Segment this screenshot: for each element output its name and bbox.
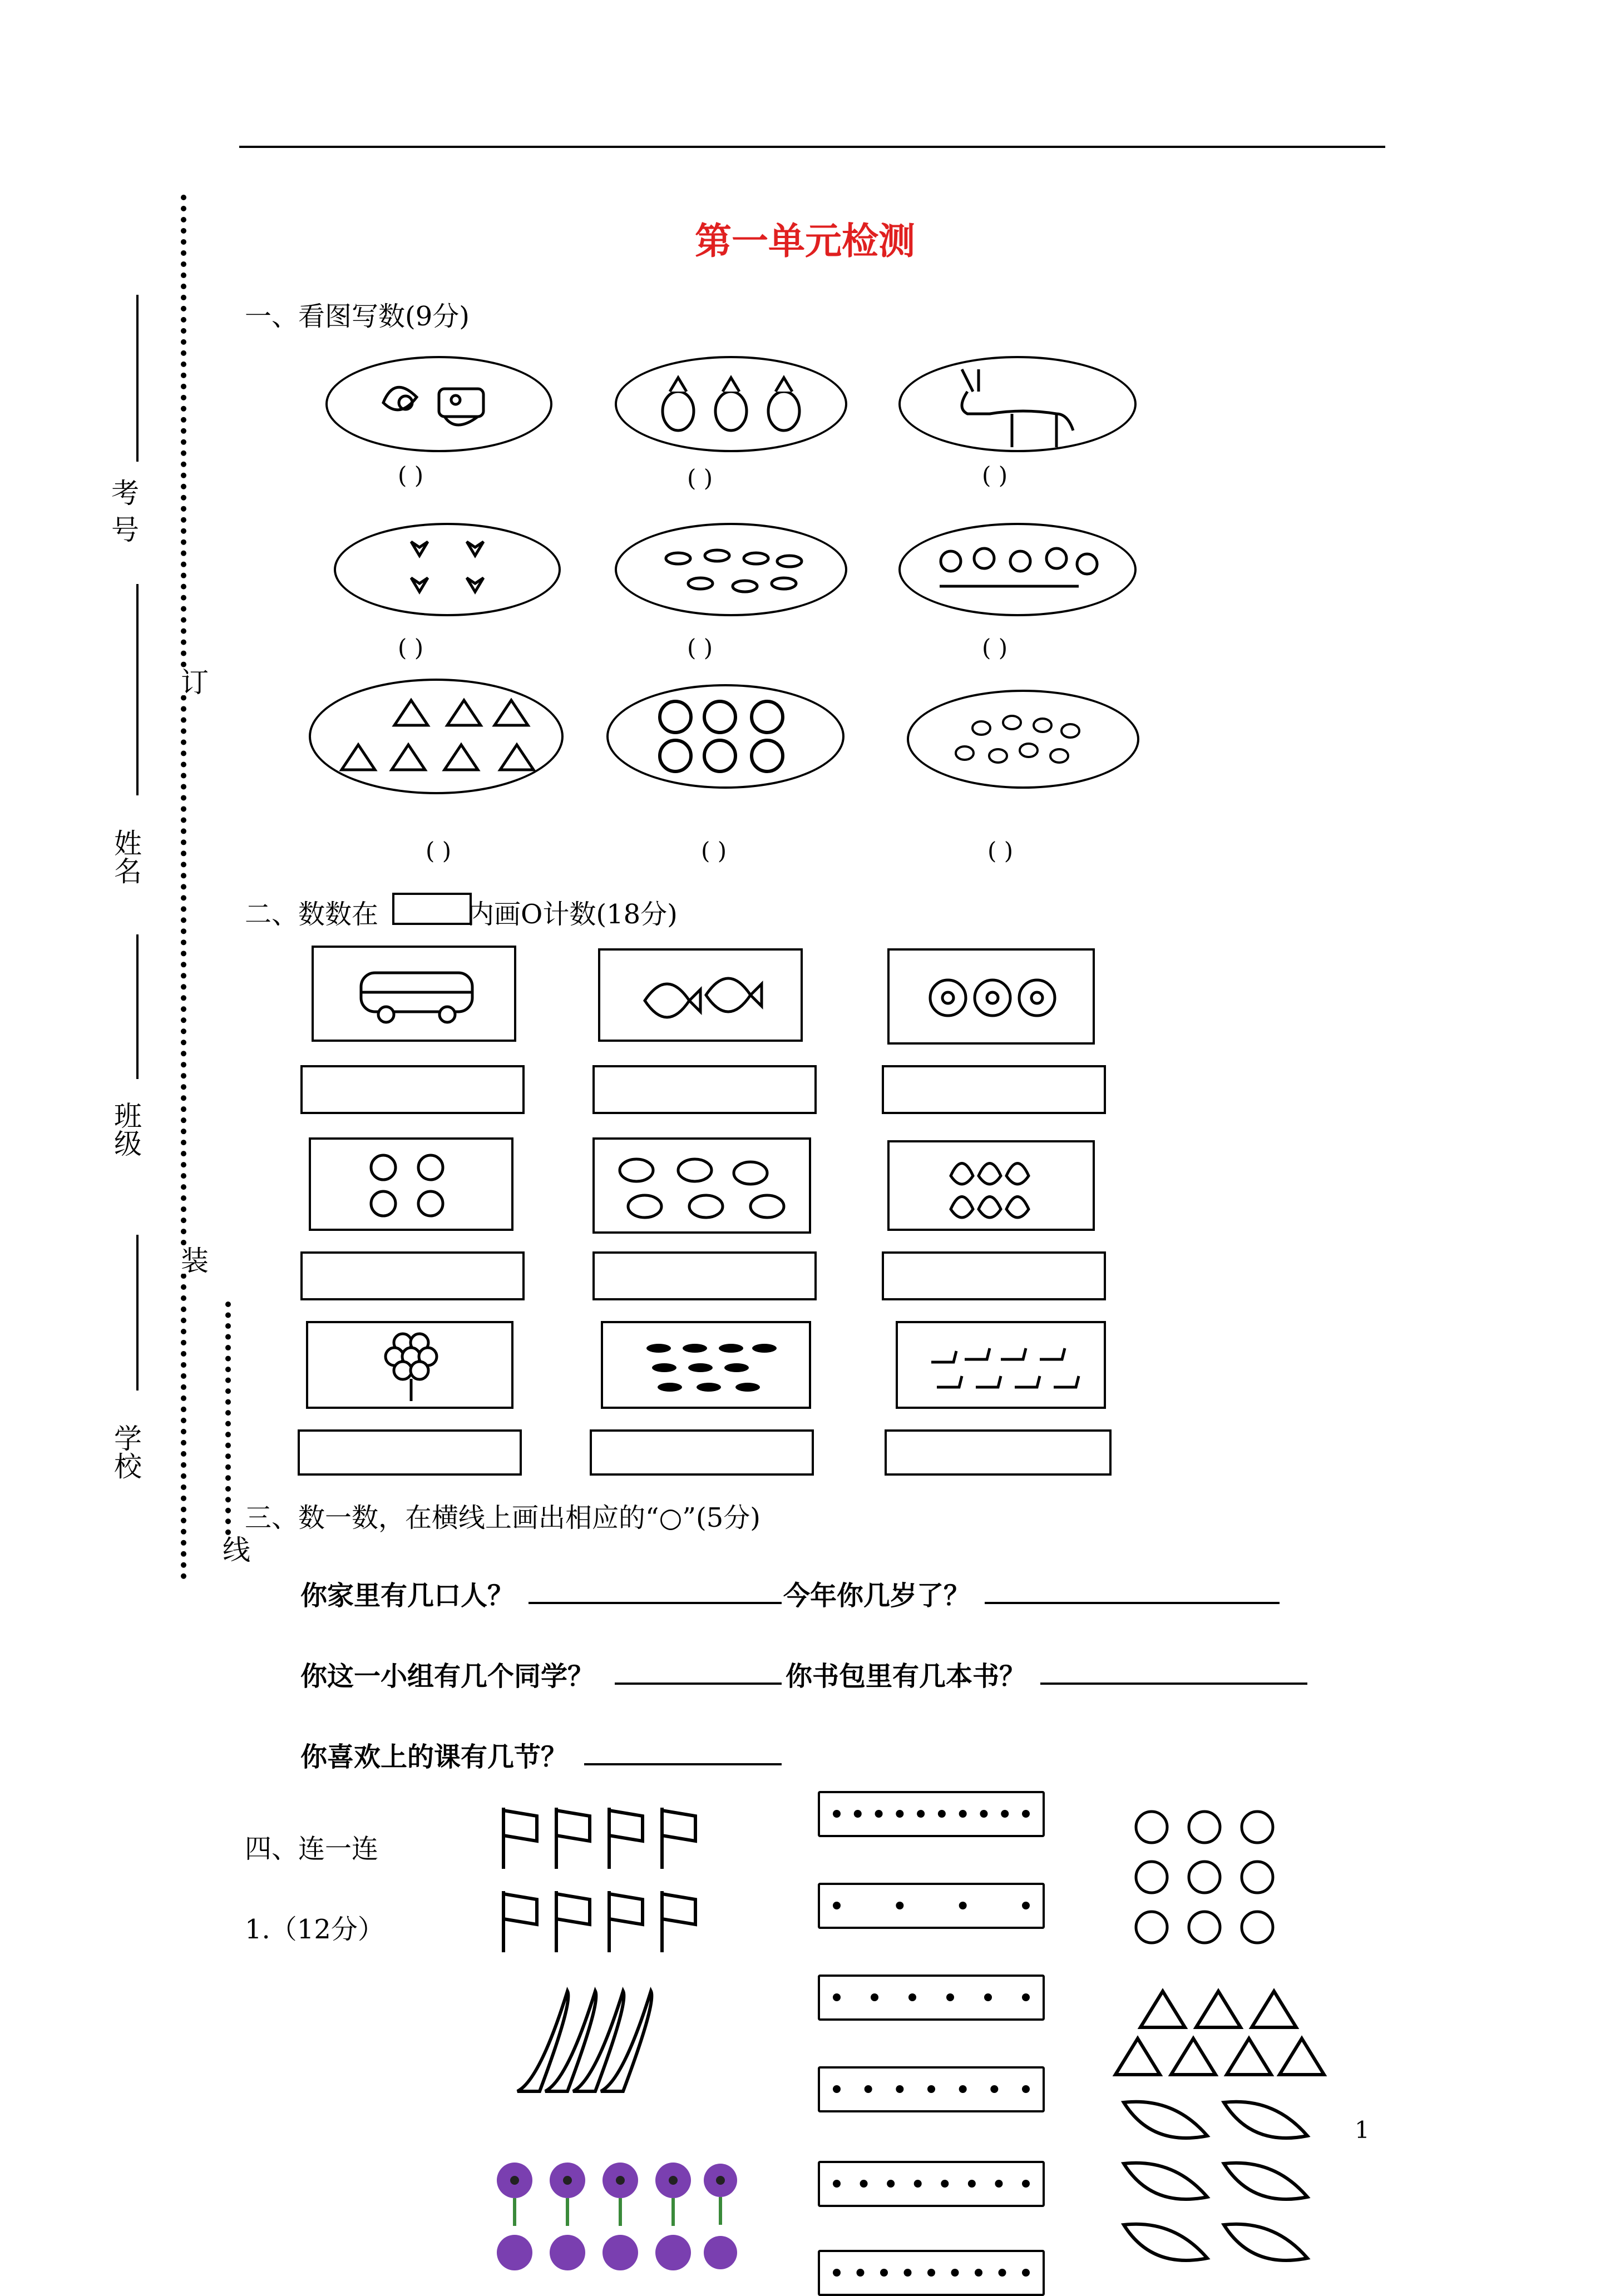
count-dot xyxy=(904,2269,912,2277)
picture-box-bus xyxy=(312,946,516,1042)
answer-box-3[interactable] xyxy=(882,1065,1106,1114)
answer-paren-5[interactable]: ( ) xyxy=(687,634,713,661)
count-dot xyxy=(980,1810,987,1818)
binding-ding: 订 xyxy=(172,667,213,695)
binding-zhuang: 装 xyxy=(172,1246,213,1274)
dot-box-6[interactable] xyxy=(818,2250,1045,2296)
picture-bananas xyxy=(506,1986,673,2097)
question-group-classmates: 你这一小组有几个同学？ xyxy=(300,1661,595,1692)
count-dot xyxy=(908,1993,916,2001)
count-dot xyxy=(865,2085,872,2093)
picture-ellipse-tulips xyxy=(334,523,561,616)
picture-ellipse-donkey xyxy=(898,356,1137,452)
count-dot xyxy=(833,2180,841,2188)
count-dot xyxy=(984,1993,992,2001)
count-dot xyxy=(833,1902,841,1909)
dot-box-1[interactable] xyxy=(818,1791,1045,1837)
picture-box-small-fish xyxy=(601,1321,811,1409)
count-dot xyxy=(860,2180,868,2188)
question-age: 今年你几岁了？ xyxy=(783,1580,971,1611)
count-dot xyxy=(959,1902,967,1909)
dot-box-2[interactable] xyxy=(818,1883,1045,1929)
section1-heading: 一、看图写数(9分) xyxy=(245,301,470,332)
picture-grapes xyxy=(1127,1802,1293,1952)
count-dot xyxy=(833,1993,841,2001)
section4-heading: 四、连一连 xyxy=(245,1833,379,1864)
answer-box-9[interactable] xyxy=(885,1429,1112,1476)
count-dot xyxy=(941,2180,949,2188)
count-dot xyxy=(959,1810,967,1818)
section4-subquestion: 1.（12分） xyxy=(245,1914,384,1945)
picture-box-peaches xyxy=(887,1140,1095,1231)
page-title: 第一单元检测 xyxy=(695,219,915,263)
count-dot xyxy=(1022,2269,1030,2277)
class-underline xyxy=(136,934,139,1079)
picture-box-flowers xyxy=(887,948,1095,1045)
count-dot xyxy=(914,2180,922,2188)
picture-ellipse-pineapples xyxy=(615,356,847,452)
count-dot xyxy=(871,1993,878,2001)
answer-line-group-classmates[interactable] xyxy=(615,1683,782,1685)
count-dot xyxy=(927,2085,935,2093)
question-books: 你书包里有几本书？ xyxy=(786,1661,1026,1692)
count-dot xyxy=(854,1810,862,1818)
count-dot xyxy=(917,1810,925,1818)
count-dot xyxy=(833,2085,841,2093)
count-dot xyxy=(999,2269,1006,2277)
section3-heading: 三、数一数，在横线上画出相应的“○”(5分) xyxy=(245,1502,760,1533)
count-dot xyxy=(1022,1993,1030,2001)
count-dot xyxy=(959,2085,967,2093)
answer-paren-9[interactable]: ( ) xyxy=(987,837,1014,864)
count-dot xyxy=(1001,1810,1009,1818)
answer-paren-2[interactable]: ( ) xyxy=(687,464,713,492)
count-dot xyxy=(975,2269,982,2277)
answer-paren-8[interactable]: ( ) xyxy=(701,837,727,864)
dot-box-3[interactable] xyxy=(818,1975,1045,2021)
school-label: 学校 xyxy=(110,1424,142,1479)
count-dot xyxy=(896,2085,903,2093)
count-dot xyxy=(896,1810,903,1818)
exam-no-label: 考 号 xyxy=(107,478,139,543)
binding-dotted-line xyxy=(181,195,186,1580)
answer-box-1[interactable] xyxy=(300,1065,525,1114)
count-dot xyxy=(968,2180,976,2188)
answer-line-age[interactable] xyxy=(985,1602,1280,1604)
count-dot xyxy=(938,1810,946,1818)
dot-box-5[interactable] xyxy=(818,2161,1045,2207)
binding-dotted-line-inner xyxy=(225,1302,231,1535)
count-dot xyxy=(951,2269,959,2277)
picture-box-apples xyxy=(309,1137,513,1231)
answer-paren-6[interactable]: ( ) xyxy=(982,634,1008,661)
picture-box-fish xyxy=(598,948,803,1042)
picture-box-balloons xyxy=(306,1321,513,1409)
school-underline xyxy=(136,1235,139,1391)
count-dot xyxy=(1022,2180,1030,2188)
count-dot xyxy=(833,1810,841,1818)
picture-ellipse-hats xyxy=(309,679,564,794)
heading-inline-box xyxy=(392,893,472,925)
answer-line-family-size[interactable] xyxy=(529,1602,782,1604)
answer-line-favorite-classes[interactable] xyxy=(584,1763,782,1765)
count-dot xyxy=(833,2269,841,2277)
answer-box-8[interactable] xyxy=(590,1429,814,1476)
count-dot xyxy=(946,1993,954,2001)
picture-ellipse-pears xyxy=(907,690,1139,789)
header-rule xyxy=(239,146,1385,148)
answer-box-2[interactable] xyxy=(592,1065,817,1114)
page-number: 1 xyxy=(1355,2116,1370,2144)
answer-box-4[interactable] xyxy=(300,1251,525,1300)
name-underline xyxy=(136,584,139,795)
count-dot xyxy=(1022,2085,1030,2093)
picture-flags xyxy=(501,1802,718,1969)
section2-heading-post: 内画O计数(18分) xyxy=(467,899,678,930)
picture-box-chickens xyxy=(592,1137,811,1234)
picture-leaves xyxy=(1113,2091,1324,2277)
name-label: 姓名 xyxy=(110,829,142,884)
answer-box-5[interactable] xyxy=(592,1251,817,1300)
count-dot xyxy=(1022,1810,1030,1818)
count-dot xyxy=(880,2269,888,2277)
count-dot xyxy=(990,2085,998,2093)
count-dot xyxy=(927,2269,935,2277)
class-label: 班级 xyxy=(110,1101,142,1157)
binding-xian: 线 xyxy=(214,1535,254,1563)
picture-ellipse-balls xyxy=(606,684,844,789)
answer-paren-4[interactable]: ( ) xyxy=(398,634,424,661)
picture-purple-flowers xyxy=(487,2152,737,2277)
count-dot xyxy=(995,2180,1002,2188)
answer-box-6[interactable] xyxy=(882,1251,1106,1300)
count-dot xyxy=(1022,1902,1030,1909)
question-favorite-classes: 你喜欢上的课有几节？ xyxy=(300,1741,568,1773)
picture-box-ducks xyxy=(896,1321,1106,1409)
picture-ellipse-children xyxy=(898,523,1137,616)
count-dot xyxy=(857,2269,865,2277)
section2-heading-pre: 二、数数在 xyxy=(245,899,379,930)
answer-paren-1[interactable]: ( ) xyxy=(398,462,424,489)
picture-ellipse-fish xyxy=(615,523,847,616)
count-dot xyxy=(887,2180,895,2188)
count-dot xyxy=(875,1810,883,1818)
dot-box-4[interactable] xyxy=(818,2066,1045,2112)
question-family-size: 你家里有几口人？ xyxy=(300,1580,515,1611)
answer-paren-3[interactable]: ( ) xyxy=(982,462,1008,489)
exam-no-underline xyxy=(136,295,139,462)
picture-triangles xyxy=(1113,1986,1324,2080)
answer-box-7[interactable] xyxy=(298,1429,522,1476)
answer-paren-7[interactable]: ( ) xyxy=(426,837,452,864)
count-dot xyxy=(896,1902,903,1909)
picture-ellipse-bee-and-bird xyxy=(325,356,552,452)
answer-line-books[interactable] xyxy=(1040,1683,1307,1685)
